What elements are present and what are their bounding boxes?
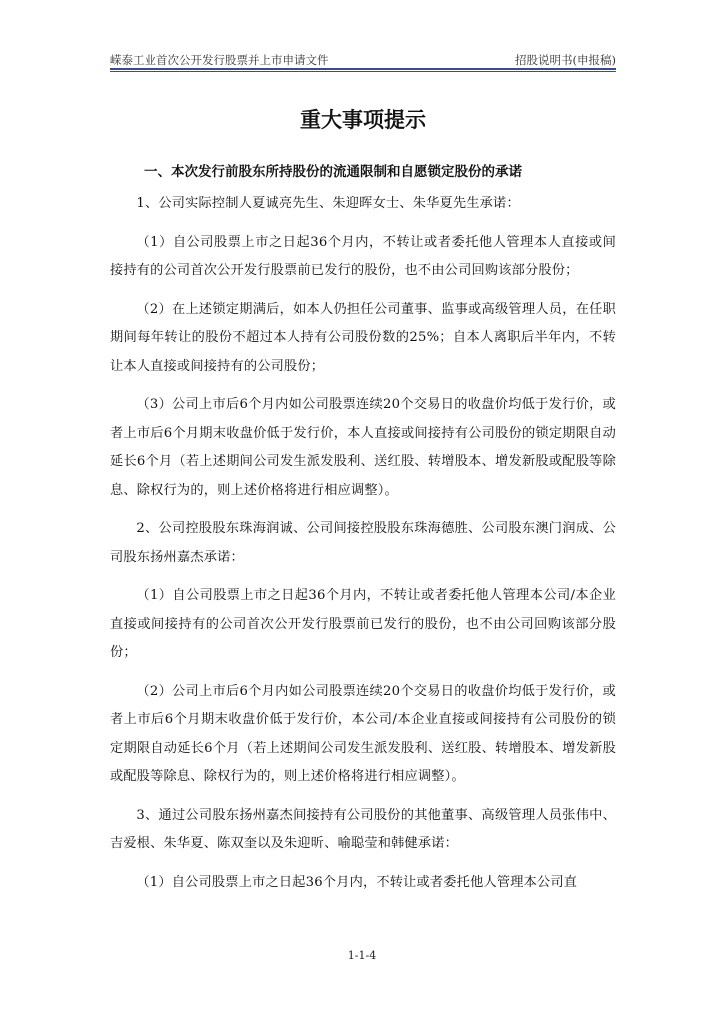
- header-left-text: 嵘泰工业首次公开发行股票并上市申请文件: [110, 53, 329, 67]
- section-heading: 一、本次发行前股东所持股份的流通限制和自愿锁定股份的承诺: [144, 164, 522, 180]
- paragraph: 2、公司控股股东珠海润诚、公司间接控股股东珠海德胜、公司股东澳门润成、公司股东扬州嘉杰承诺：: [110, 521, 616, 565]
- paragraph: 3、通过公司股东扬州嘉杰间接持有公司股份的其他董事、高级管理人员张伟中、吉爱根、朱华夏、陈双奎以及朱迎昕、喻聪莹和韩健承诺：: [110, 807, 616, 851]
- paragraph: （1）自公司股票上市之日起36个月内，不转让或者委托他人管理本公司直: [136, 874, 578, 890]
- page-number: 1-1-4: [347, 949, 377, 962]
- header-rule: [110, 68, 616, 70]
- paragraph: （1）自公司股票上市之日起36个月内，不转让或者委托他人管理本人直接或间接持有的公司首次公开发行股票前已发行的股份，也不由公司回购该部分股份；: [110, 234, 616, 278]
- paragraph: （2）在上述锁定期满后，如本人仍担任公司董事、监事或高级管理人员，在任职期间每年转让的股份不超过本人持有公司股份数的25%；自本人离职后半年内，不转让本人直接或间接持有的公司股份；: [110, 301, 616, 374]
- paragraph: （1）自公司股票上市之日起36个月内，不转让或者委托他人管理本公司/本企业直接或间接持有的公司首次公开发行股票前已发行的股份，也不由公司回购该部分股份；: [110, 588, 616, 660]
- page-header: [110, 52, 616, 68]
- header-rule-thin: [110, 71, 616, 72]
- page-title: 重大事项提示: [300, 108, 426, 132]
- paragraph: 1、公司实际控制人夏诚亮先生、朱迎晖女士、朱华夏先生承诺：: [136, 196, 520, 211]
- paragraph: （3）公司上市后6个月内如公司股票连续20个交易日的收盘价均低于发行价，或者上市后6个月期末收盘价低于发行价，本人直接或间接持有公司股份的锁定期限自动延长6个月（若上述期间公司发生派发股利、送红股、转增股本、增发新股或配股等除息、除权行为的，则上述价格将进行相应调整）。: [110, 397, 616, 498]
- header-right-text: 招股说明书(申报稿): [515, 53, 616, 67]
- paragraph: （2）公司上市后6个月内如公司股票连续20个交易日的收盘价均低于发行价，或者上市后6个月期末收盘价低于发行价，本公司/本企业直接或间接持有公司股份的锁定期限自动延长6个月（若上述期间公司发生派发股利、送红股、转增股本、增发新股或配股等除息、除权行为的，则上述价格将进行相应调整）。: [110, 683, 616, 784]
- document-body: [110, 190, 616, 907]
